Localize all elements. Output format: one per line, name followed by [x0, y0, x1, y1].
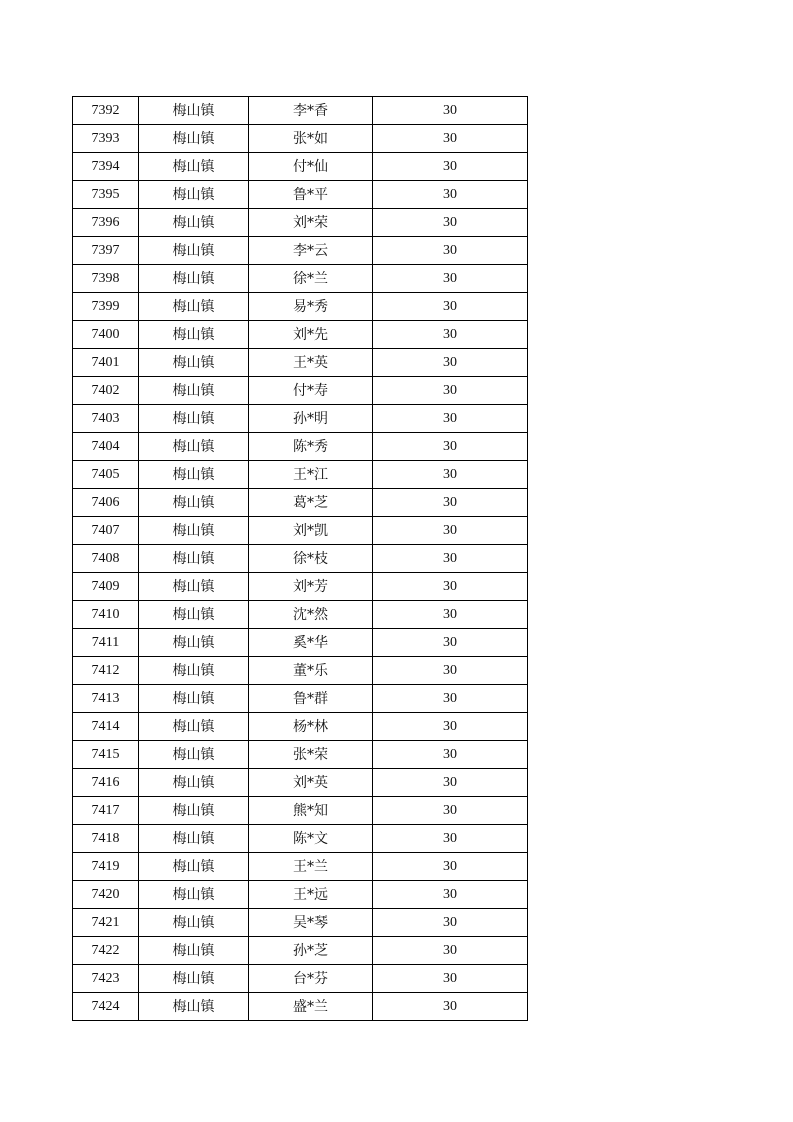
person-name-cell: 刘*荣	[249, 209, 373, 237]
amount-cell: 30	[373, 349, 528, 377]
row-id-cell: 7413	[73, 685, 139, 713]
amount-cell: 30	[373, 685, 528, 713]
town-cell: 梅山镇	[139, 769, 249, 797]
town-cell: 梅山镇	[139, 489, 249, 517]
person-name-cell: 徐*兰	[249, 265, 373, 293]
town-cell: 梅山镇	[139, 685, 249, 713]
town-cell: 梅山镇	[139, 97, 249, 125]
row-id-cell: 7409	[73, 573, 139, 601]
amount-cell: 30	[373, 405, 528, 433]
amount-cell: 30	[373, 377, 528, 405]
row-id-cell: 7394	[73, 153, 139, 181]
row-id-cell: 7392	[73, 97, 139, 125]
town-cell: 梅山镇	[139, 601, 249, 629]
amount-cell: 30	[373, 769, 528, 797]
town-cell: 梅山镇	[139, 209, 249, 237]
person-name-cell: 陈*文	[249, 825, 373, 853]
person-name-cell: 王*江	[249, 461, 373, 489]
row-id-cell: 7416	[73, 769, 139, 797]
amount-cell: 30	[373, 265, 528, 293]
town-cell: 梅山镇	[139, 881, 249, 909]
amount-cell: 30	[373, 853, 528, 881]
town-cell: 梅山镇	[139, 517, 249, 545]
amount-cell: 30	[373, 97, 528, 125]
amount-cell: 30	[373, 993, 528, 1021]
table-row	[73, 545, 528, 573]
amount-cell: 30	[373, 797, 528, 825]
town-cell: 梅山镇	[139, 349, 249, 377]
person-name-cell: 孙*明	[249, 405, 373, 433]
table-row	[73, 937, 528, 965]
table-row	[73, 181, 528, 209]
person-name-cell: 张*如	[249, 125, 373, 153]
amount-cell: 30	[373, 573, 528, 601]
person-name-cell: 李*香	[249, 97, 373, 125]
amount-cell: 30	[373, 601, 528, 629]
table-row	[73, 349, 528, 377]
row-id-cell: 7397	[73, 237, 139, 265]
table-row	[73, 517, 528, 545]
person-name-cell: 徐*枝	[249, 545, 373, 573]
amount-cell: 30	[373, 293, 528, 321]
amount-cell: 30	[373, 321, 528, 349]
person-name-cell: 盛*兰	[249, 993, 373, 1021]
amount-cell: 30	[373, 629, 528, 657]
town-cell: 梅山镇	[139, 629, 249, 657]
table-row	[73, 265, 528, 293]
row-id-cell: 7402	[73, 377, 139, 405]
row-id-cell: 7424	[73, 993, 139, 1021]
person-name-cell: 沈*然	[249, 601, 373, 629]
town-cell: 梅山镇	[139, 545, 249, 573]
town-cell: 梅山镇	[139, 461, 249, 489]
person-name-cell: 易*秀	[249, 293, 373, 321]
person-name-cell: 台*芬	[249, 965, 373, 993]
town-cell: 梅山镇	[139, 377, 249, 405]
town-cell: 梅山镇	[139, 965, 249, 993]
person-name-cell: 陈*秀	[249, 433, 373, 461]
person-name-cell: 刘*英	[249, 769, 373, 797]
person-name-cell: 王*远	[249, 881, 373, 909]
row-id-cell: 7398	[73, 265, 139, 293]
row-id-cell: 7407	[73, 517, 139, 545]
row-id-cell: 7400	[73, 321, 139, 349]
town-cell: 梅山镇	[139, 293, 249, 321]
town-cell: 梅山镇	[139, 181, 249, 209]
person-name-cell: 王*英	[249, 349, 373, 377]
person-name-cell: 付*寿	[249, 377, 373, 405]
town-cell: 梅山镇	[139, 237, 249, 265]
table-row	[73, 461, 528, 489]
person-name-cell: 刘*凯	[249, 517, 373, 545]
row-id-cell: 7401	[73, 349, 139, 377]
amount-cell: 30	[373, 181, 528, 209]
table-row	[73, 853, 528, 881]
row-id-cell: 7403	[73, 405, 139, 433]
table-row	[73, 965, 528, 993]
subsidy-table	[72, 96, 528, 1021]
amount-cell: 30	[373, 965, 528, 993]
town-cell: 梅山镇	[139, 937, 249, 965]
table-row	[73, 797, 528, 825]
town-cell: 梅山镇	[139, 909, 249, 937]
row-id-cell: 7421	[73, 909, 139, 937]
table-row	[73, 433, 528, 461]
person-name-cell: 鲁*群	[249, 685, 373, 713]
town-cell: 梅山镇	[139, 153, 249, 181]
table-row	[73, 881, 528, 909]
amount-cell: 30	[373, 433, 528, 461]
amount-cell: 30	[373, 545, 528, 573]
table-row	[73, 601, 528, 629]
town-cell: 梅山镇	[139, 853, 249, 881]
table-row	[73, 237, 528, 265]
row-id-cell: 7404	[73, 433, 139, 461]
town-cell: 梅山镇	[139, 741, 249, 769]
person-name-cell: 董*乐	[249, 657, 373, 685]
town-cell: 梅山镇	[139, 573, 249, 601]
row-id-cell: 7393	[73, 125, 139, 153]
amount-cell: 30	[373, 209, 528, 237]
person-name-cell: 鲁*平	[249, 181, 373, 209]
row-id-cell: 7419	[73, 853, 139, 881]
amount-cell: 30	[373, 237, 528, 265]
amount-cell: 30	[373, 657, 528, 685]
table-row	[73, 153, 528, 181]
person-name-cell: 王*兰	[249, 853, 373, 881]
amount-cell: 30	[373, 713, 528, 741]
table-row	[73, 97, 528, 125]
table-row	[73, 825, 528, 853]
person-name-cell: 刘*先	[249, 321, 373, 349]
row-id-cell: 7396	[73, 209, 139, 237]
table-row	[73, 909, 528, 937]
person-name-cell: 杨*林	[249, 713, 373, 741]
amount-cell: 30	[373, 153, 528, 181]
table-row	[73, 713, 528, 741]
person-name-cell: 李*云	[249, 237, 373, 265]
row-id-cell: 7411	[73, 629, 139, 657]
person-name-cell: 张*荣	[249, 741, 373, 769]
amount-cell: 30	[373, 825, 528, 853]
table-row	[73, 573, 528, 601]
row-id-cell: 7422	[73, 937, 139, 965]
table-row	[73, 405, 528, 433]
town-cell: 梅山镇	[139, 797, 249, 825]
person-name-cell: 熊*知	[249, 797, 373, 825]
person-name-cell: 孙*芝	[249, 937, 373, 965]
table-row	[73, 741, 528, 769]
town-cell: 梅山镇	[139, 321, 249, 349]
row-id-cell: 7420	[73, 881, 139, 909]
town-cell: 梅山镇	[139, 125, 249, 153]
table-row	[73, 993, 528, 1021]
row-id-cell: 7408	[73, 545, 139, 573]
table-row	[73, 321, 528, 349]
row-id-cell: 7412	[73, 657, 139, 685]
town-cell: 梅山镇	[139, 265, 249, 293]
row-id-cell: 7405	[73, 461, 139, 489]
town-cell: 梅山镇	[139, 713, 249, 741]
table-row	[73, 125, 528, 153]
amount-cell: 30	[373, 461, 528, 489]
row-id-cell: 7417	[73, 797, 139, 825]
row-id-cell: 7406	[73, 489, 139, 517]
person-name-cell: 付*仙	[249, 153, 373, 181]
amount-cell: 30	[373, 909, 528, 937]
table-row	[73, 293, 528, 321]
table-row	[73, 209, 528, 237]
amount-cell: 30	[373, 881, 528, 909]
town-cell: 梅山镇	[139, 405, 249, 433]
town-cell: 梅山镇	[139, 993, 249, 1021]
town-cell: 梅山镇	[139, 825, 249, 853]
table-row	[73, 489, 528, 517]
table-row	[73, 657, 528, 685]
town-cell: 梅山镇	[139, 433, 249, 461]
table-row	[73, 629, 528, 657]
amount-cell: 30	[373, 489, 528, 517]
person-name-cell: 葛*芝	[249, 489, 373, 517]
person-name-cell: 刘*芳	[249, 573, 373, 601]
row-id-cell: 7410	[73, 601, 139, 629]
town-cell: 梅山镇	[139, 657, 249, 685]
amount-cell: 30	[373, 937, 528, 965]
person-name-cell: 奚*华	[249, 629, 373, 657]
row-id-cell: 7415	[73, 741, 139, 769]
table-row	[73, 377, 528, 405]
table-row	[73, 685, 528, 713]
person-name-cell: 吴*琴	[249, 909, 373, 937]
amount-cell: 30	[373, 125, 528, 153]
row-id-cell: 7399	[73, 293, 139, 321]
row-id-cell: 7423	[73, 965, 139, 993]
row-id-cell: 7395	[73, 181, 139, 209]
row-id-cell: 7418	[73, 825, 139, 853]
table-row	[73, 769, 528, 797]
row-id-cell: 7414	[73, 713, 139, 741]
table-body	[73, 97, 528, 1021]
amount-cell: 30	[373, 517, 528, 545]
amount-cell: 30	[373, 741, 528, 769]
